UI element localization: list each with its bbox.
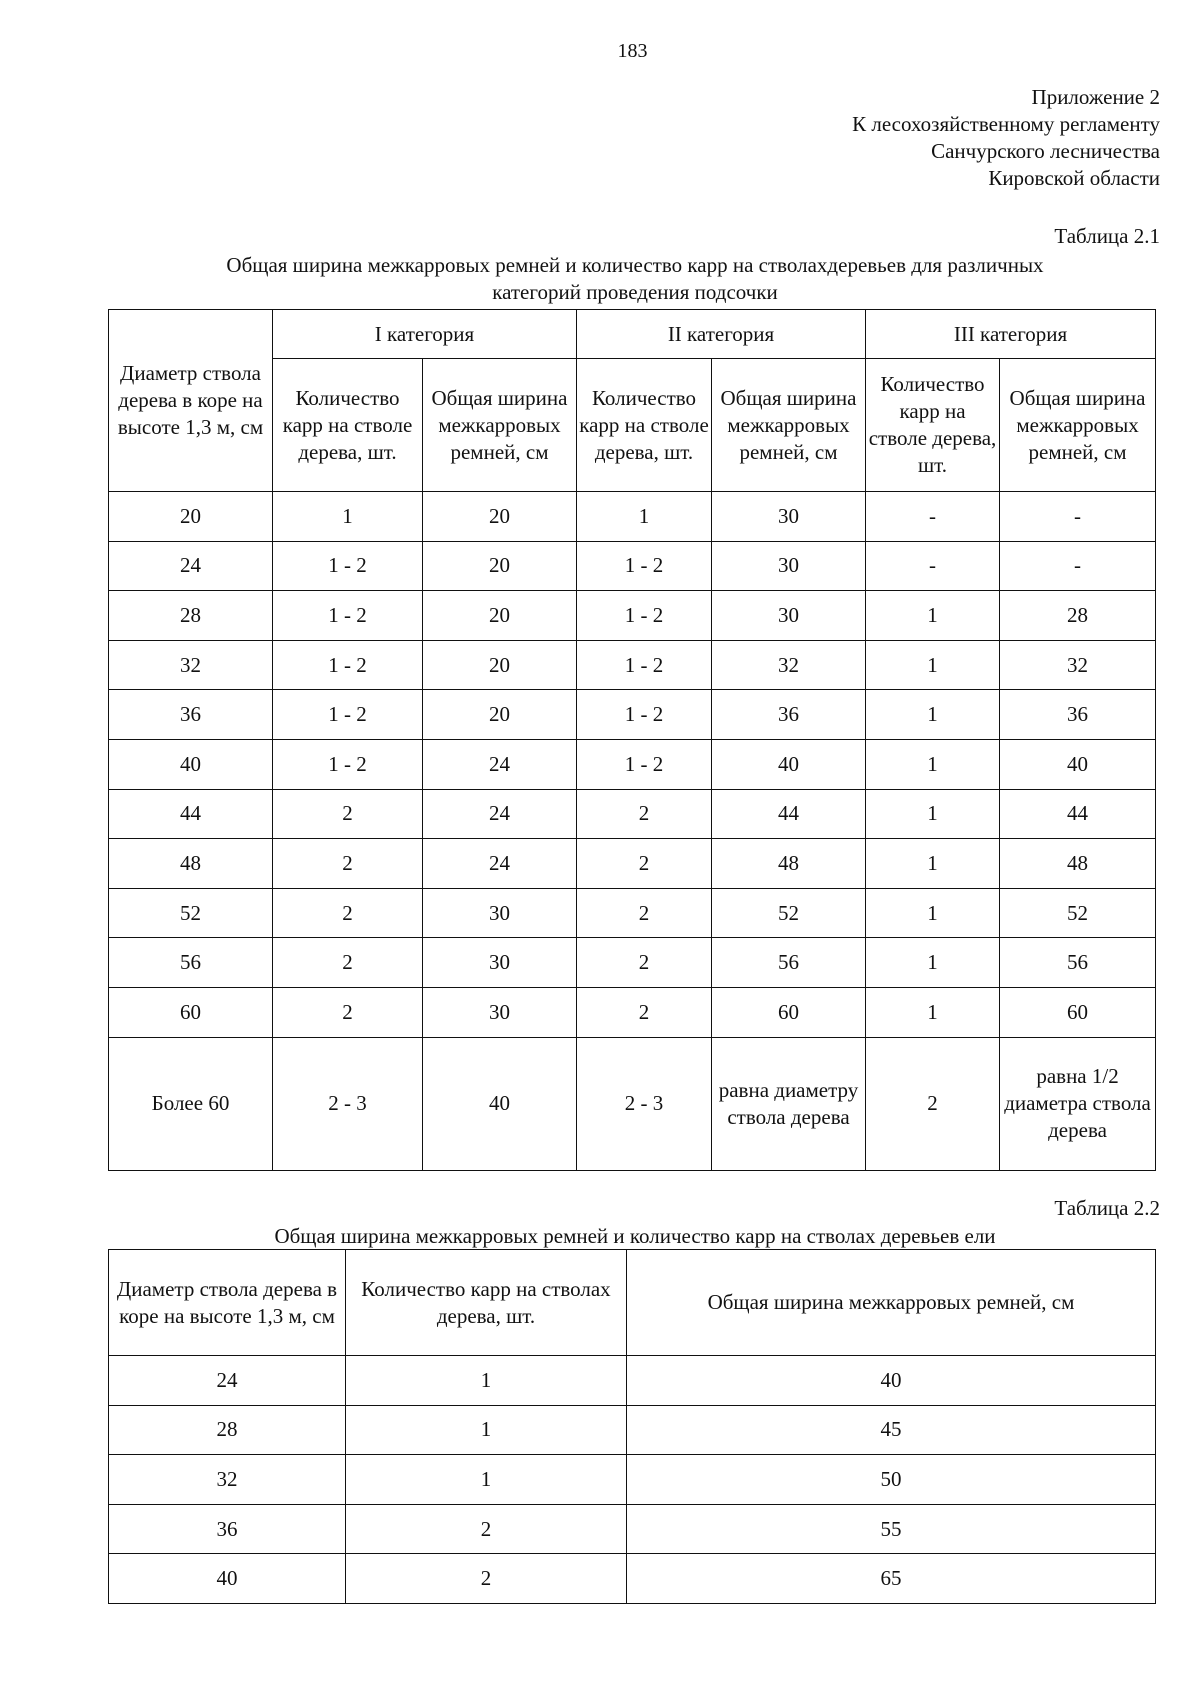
table-cell: 2 [577, 789, 712, 839]
table-cell: 30 [423, 987, 577, 1037]
table-cell: 60 [712, 987, 866, 1037]
table-cell: 28 [109, 1405, 346, 1455]
table1-caption [110, 252, 1160, 306]
table-cell: - [866, 492, 1000, 542]
header-diameter: Диаметр ствола дерева в коре на высоте 1,3 м, см [109, 310, 273, 492]
page-number: 183 [617, 40, 648, 62]
table-cell: 2 [273, 839, 423, 889]
table-cell: 28 [1000, 591, 1156, 641]
table-cell: 32 [712, 640, 866, 690]
table-cell: - [1000, 492, 1156, 542]
header-category-3: III категория [866, 310, 1156, 359]
table-cell: 2 [273, 888, 423, 938]
header-width: Общая ширина межкарровых ремней, см [712, 359, 866, 492]
header-category-1: I категория [273, 310, 577, 359]
table-cell: 60 [1000, 987, 1156, 1037]
table-cell: равна 1/2 диаметра ствола дерева [1000, 1037, 1156, 1170]
table-cell: 20 [423, 492, 577, 542]
table1 [108, 309, 1156, 1171]
appendix-line: Санчурского лесничества [931, 139, 1160, 163]
table-cell: 1 [866, 690, 1000, 740]
table-cell: 1 - 2 [273, 739, 423, 789]
table-cell: 2 - 3 [273, 1037, 423, 1170]
table-cell: 1 - 2 [577, 591, 712, 641]
header-count: Количество карр на стволе дерева, шт. [577, 359, 712, 492]
table-cell: 1 - 2 [273, 640, 423, 690]
table-cell: - [866, 541, 1000, 591]
table-cell: - [1000, 541, 1156, 591]
table-cell: 2 [577, 888, 712, 938]
table-cell: 36 [1000, 690, 1156, 740]
table-cell: 1 - 2 [577, 739, 712, 789]
table-cell: 48 [109, 839, 273, 889]
table-cell: 1 [273, 492, 423, 542]
table-cell: 24 [423, 739, 577, 789]
table-cell: 32 [109, 640, 273, 690]
table-cell: 20 [423, 541, 577, 591]
table-cell: 56 [712, 938, 866, 988]
table1-caption-line: категорий проведения подсочки [492, 280, 778, 304]
table-cell: 24 [423, 839, 577, 889]
table-row [109, 1504, 1156, 1554]
table-cell: 20 [423, 640, 577, 690]
table-cell: 56 [1000, 938, 1156, 988]
table-cell: 20 [423, 591, 577, 641]
table-cell: 1 [866, 888, 1000, 938]
header-count: Количество карр на стволах дерева, шт. [346, 1250, 627, 1356]
table-cell: 52 [712, 888, 866, 938]
table1-caption-line: Общая ширина межкарровых ремней и количество карр на стволахдеревьев для различных [226, 253, 1044, 277]
table-cell: 40 [423, 1037, 577, 1170]
table-cell: 2 [577, 938, 712, 988]
table-cell: 24 [423, 789, 577, 839]
table-cell: 40 [712, 739, 866, 789]
table-row [109, 789, 1156, 839]
table-row [109, 1554, 1156, 1604]
table-cell: 2 [346, 1504, 627, 1554]
table-cell: 2 [577, 987, 712, 1037]
table-cell: 44 [712, 789, 866, 839]
table-row [109, 1405, 1156, 1455]
table-cell: 40 [1000, 739, 1156, 789]
header-width: Общая ширина межкарровых ремней, см [1000, 359, 1156, 492]
table-row [109, 938, 1156, 988]
table-cell: 1 [346, 1405, 627, 1455]
table-cell: 52 [109, 888, 273, 938]
table-cell: 1 - 2 [273, 690, 423, 740]
table-cell: 24 [109, 541, 273, 591]
table-cell: 1 [866, 839, 1000, 889]
table-cell: 40 [109, 1554, 346, 1604]
appendix-line: К лесохозяйственному регламенту [852, 112, 1160, 136]
table-cell: 1 [866, 591, 1000, 641]
appendix-line: Приложение 2 [1031, 85, 1160, 109]
table2-caption: Общая ширина межкарровых ремней и количество карр на стволах деревьев ели [274, 1224, 996, 1248]
table-cell: 1 [866, 739, 1000, 789]
table-cell: 2 [273, 938, 423, 988]
table-cell: 32 [109, 1455, 346, 1505]
table-cell: 60 [109, 987, 273, 1037]
table-cell: 1 - 2 [273, 541, 423, 591]
table-cell: 44 [1000, 789, 1156, 839]
table-row [109, 739, 1156, 789]
table-cell: равна диаметру ствола дерева [712, 1037, 866, 1170]
table-cell: 20 [109, 492, 273, 542]
table-cell: 1 [346, 1455, 627, 1505]
table-cell: 1 - 2 [577, 640, 712, 690]
table-cell: 2 - 3 [577, 1037, 712, 1170]
table-cell: Более 60 [109, 1037, 273, 1170]
header-width: Общая ширина межкарровых ремней, см [423, 359, 577, 492]
table-cell: 2 [273, 987, 423, 1037]
table-cell: 30 [423, 938, 577, 988]
table-cell: 2 [346, 1554, 627, 1604]
table-cell: 1 [866, 987, 1000, 1037]
table-row [109, 640, 1156, 690]
table-cell: 1 - 2 [577, 541, 712, 591]
table-cell: 65 [627, 1554, 1156, 1604]
table-cell: 1 [866, 789, 1000, 839]
header-count: Количество карр на стволе дерева, шт. [866, 359, 1000, 492]
table-cell: 48 [1000, 839, 1156, 889]
table-cell: 36 [109, 1504, 346, 1554]
table-cell: 30 [712, 541, 866, 591]
header-category-2: II категория [577, 310, 866, 359]
header-width: Общая ширина межкарровых ремней, см [627, 1250, 1156, 1356]
table-cell: 20 [423, 690, 577, 740]
table-cell: 1 [866, 640, 1000, 690]
table-cell: 50 [627, 1455, 1156, 1505]
table-cell: 2 [577, 839, 712, 889]
table2 [108, 1249, 1156, 1604]
table2-label: Таблица 2.2 [1054, 1196, 1160, 1220]
table-cell: 36 [109, 690, 273, 740]
table-cell: 1 [866, 938, 1000, 988]
table-row [109, 492, 1156, 542]
table-cell: 45 [627, 1405, 1156, 1455]
table-cell: 48 [712, 839, 866, 889]
table-cell: 30 [712, 492, 866, 542]
header-count: Количество карр на стволе дерева, шт. [273, 359, 423, 492]
table-cell: 56 [109, 938, 273, 988]
table-cell: 52 [1000, 888, 1156, 938]
table-row [109, 1037, 1156, 1170]
table-row [109, 987, 1156, 1037]
table-cell: 55 [627, 1504, 1156, 1554]
table-row [109, 1356, 1156, 1406]
table-cell: 28 [109, 591, 273, 641]
table-cell: 30 [712, 591, 866, 641]
table-row [109, 541, 1156, 591]
table-cell: 2 [866, 1037, 1000, 1170]
table-cell: 2 [273, 789, 423, 839]
table-cell: 1 [346, 1356, 627, 1406]
table-cell: 40 [627, 1356, 1156, 1406]
table-cell: 44 [109, 789, 273, 839]
table1-label: Таблица 2.1 [1054, 224, 1160, 248]
table-cell: 32 [1000, 640, 1156, 690]
table-row [109, 839, 1156, 889]
appendix-line: Кировской области [988, 166, 1160, 190]
table-cell: 40 [109, 739, 273, 789]
table-cell: 1 - 2 [273, 591, 423, 641]
table-cell: 36 [712, 690, 866, 740]
appendix-header [852, 84, 1160, 192]
table-cell: 30 [423, 888, 577, 938]
table-row [109, 1455, 1156, 1505]
header-diameter: Диаметр ствола дерева в коре на высоте 1,3 м, см [109, 1250, 346, 1356]
table-row [109, 690, 1156, 740]
table-cell: 1 [577, 492, 712, 542]
table-cell: 1 - 2 [577, 690, 712, 740]
table-cell: 24 [109, 1356, 346, 1406]
table-row [109, 888, 1156, 938]
table-row [109, 591, 1156, 641]
